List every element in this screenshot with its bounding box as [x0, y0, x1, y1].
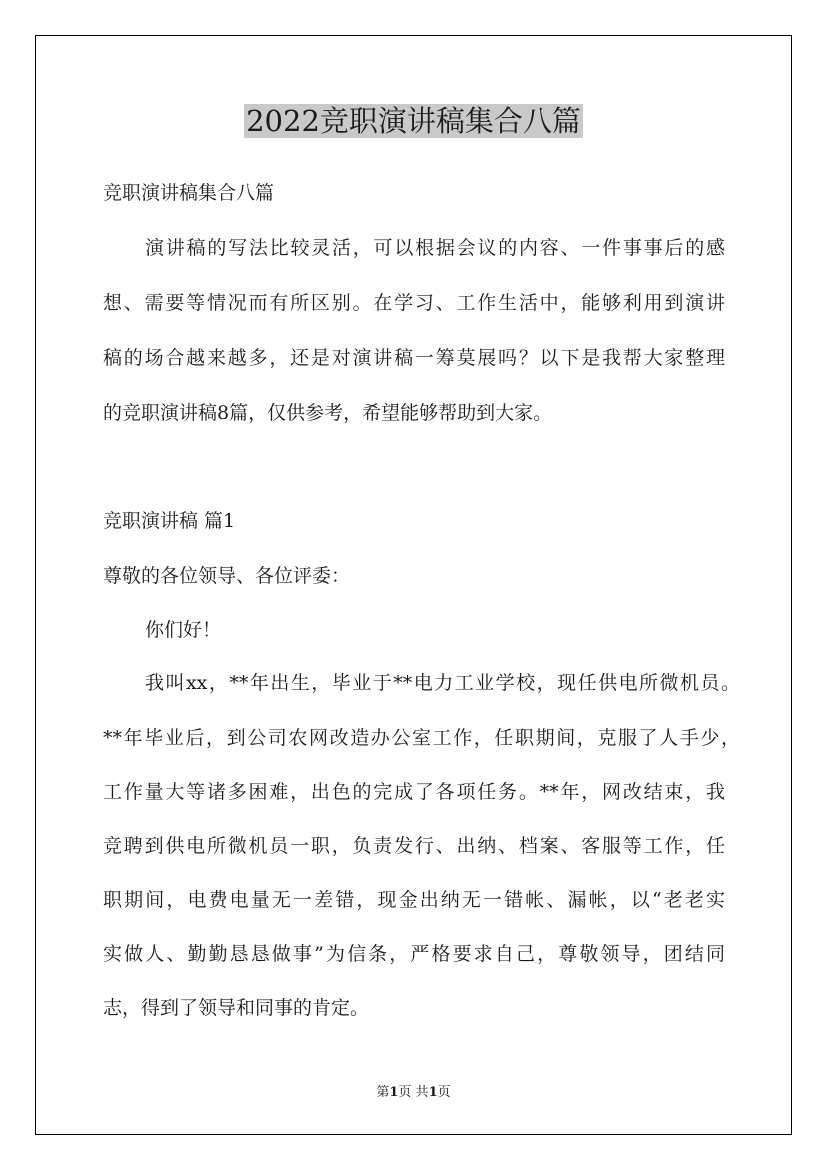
footer-page-suffix: 页 — [437, 1085, 451, 1100]
page-footer — [0, 1084, 827, 1102]
body-line-4: 竞聘到供电所微机员一职，负责发行、出纳、档案、客服等工作，任 — [103, 835, 725, 857]
section-heading: 竞职演讲稿 篇1 — [103, 510, 236, 532]
body-line-2: **年毕业后，到公司农网改造办公室工作，任职期间，克服了人手少， — [103, 727, 740, 749]
document-title — [0, 100, 827, 142]
body-line-6: 实做人、勤勤恳恳做事”为信条，严格要求自己，尊敬领导，团结同 — [103, 943, 725, 965]
salutation: 尊敬的各位领导、各位评委： — [103, 565, 351, 587]
intro-line-1: 演讲稿的写法比较灵活，可以根据会议的内容、一件事事后的感 — [145, 237, 725, 259]
footer-page-mid: 页 共 — [398, 1085, 429, 1100]
intro-line-4: 的竞职演讲稿8篇，仅供参考，希望能够帮助到大家。 — [103, 402, 553, 424]
greeting: 你们好！ — [145, 619, 222, 641]
intro-line-2: 想、需要等情况而有所区别。在学习、工作生活中，能够利用到演讲 — [103, 292, 725, 314]
intro-line-3: 稿的场合越来越多，还是对演讲稿一筹莫展吗？以下是我帮大家整理 — [103, 347, 725, 369]
body-line-1: 我叫xx，**年出生，毕业于**电力工业学校，现任供电所微机员。 — [145, 672, 740, 694]
footer-total-pages: 1 — [428, 1085, 438, 1100]
document-subtitle: 竞职演讲稿集合八篇 — [103, 182, 275, 204]
footer-page-number: 1 — [389, 1085, 399, 1100]
footer-page-prefix: 第 — [376, 1085, 390, 1100]
body-line-7: 志，得到了领导和同事的肯定。 — [103, 997, 370, 1019]
body-line-5: 职期间，电费电量无一差错，现金出纳无一错帐、漏帐，以“老老实 — [103, 889, 725, 911]
document-title-text: 2022竞职演讲稿集合八篇 — [246, 104, 581, 138]
body-line-3: 工作量大等诸多困难，出色的完成了各项任务。**年，网改结束，我 — [103, 781, 725, 803]
